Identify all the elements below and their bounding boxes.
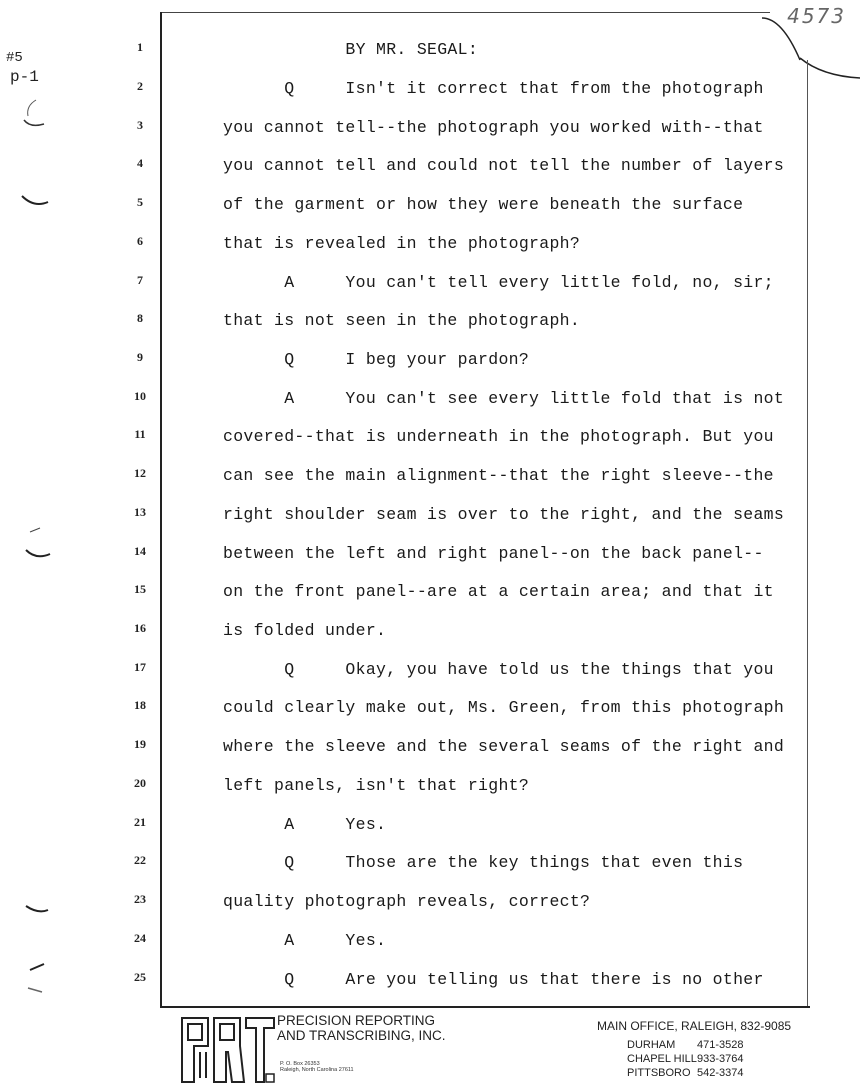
firm-name-line2: AND TRANSCRIBING, INC. [277, 1028, 446, 1043]
line-number: 6 [137, 234, 143, 248]
firm-address [280, 1061, 354, 1073]
line-number: 15 [134, 582, 146, 596]
transcript-line: covered--that is underneath in the photograph. But you [223, 427, 774, 446]
line-number: 19 [134, 737, 146, 751]
transcript-line: could clearly make out, Ms. Green, from this photograph [223, 698, 785, 717]
line-number: 5 [137, 195, 143, 209]
line-number: 13 [134, 505, 146, 519]
office-phone: 933-3764 [697, 1053, 744, 1065]
line-number: 21 [134, 815, 146, 829]
transcript-line: Q Are you telling us that there is no other [223, 970, 764, 989]
firm-address-line1: P. O. Box 26353 [280, 1061, 320, 1067]
firm-address-line2: Raleigh, North Carolina 27611 [280, 1067, 354, 1073]
office-row [627, 1053, 744, 1065]
line-number: 17 [134, 660, 146, 674]
office-row [627, 1039, 744, 1051]
office-city: CHAPEL HILL [627, 1053, 697, 1065]
line-number: 4 [137, 156, 143, 170]
transcript-line: that is not seen in the photograph. [223, 311, 581, 330]
firm-name [277, 1013, 446, 1043]
transcript-line: right shoulder seam is over to the right, and the seams [223, 505, 785, 524]
margin-note-exhibit: #5 [6, 50, 23, 66]
office-row [627, 1067, 744, 1079]
frame-left-line [160, 12, 162, 1007]
transcript-line: you cannot tell and could not tell the number of layers [223, 156, 785, 175]
line-number: 10 [134, 389, 146, 403]
line-number: 9 [137, 350, 143, 364]
line-number: 18 [134, 698, 146, 712]
page-footer [0, 1010, 860, 1088]
transcript-line: A Yes. [223, 931, 387, 950]
transcript-line: A Yes. [223, 815, 387, 834]
line-number: 8 [137, 311, 143, 325]
main-office: MAIN OFFICE, RALEIGH, 832-9085 [597, 1019, 792, 1033]
frame-top-line [160, 12, 770, 13]
prt-logo-icon [178, 1012, 278, 1086]
transcript-line: of the garment or how they were beneath the surface [223, 195, 744, 214]
frame-right-line [807, 60, 808, 1006]
transcript-line: on the front panel--are at a certain area; and that it [223, 582, 774, 601]
office-city: PITTSBORO [627, 1067, 691, 1079]
line-number: 1 [137, 40, 143, 54]
transcript-line: that is revealed in the photograph? [223, 234, 581, 253]
transcript-line: is folded under. [223, 621, 387, 640]
transcript-line: Q Isn't it correct that from the photograph [223, 79, 764, 98]
transcript-line: can see the main alignment--that the right sleeve--the [223, 466, 774, 485]
margin-pen-marks [0, 80, 80, 1000]
line-number: 2 [137, 79, 143, 93]
transcript-line: you cannot tell--the photograph you worked with--that [223, 118, 764, 137]
transcript-line: Q Those are the key things that even this [223, 853, 744, 872]
line-number: 14 [134, 544, 146, 558]
office-phone: 471-3528 [697, 1039, 744, 1051]
firm-name-line1: PRECISION REPORTING [277, 1013, 436, 1028]
transcript-line: A You can't tell every little fold, no, sir; [223, 273, 774, 292]
line-number: 22 [134, 853, 146, 867]
line-number: 3 [137, 118, 143, 132]
transcript-line: BY MR. SEGAL: [223, 40, 479, 59]
line-number: 7 [137, 273, 143, 287]
office-phone: 542-3374 [697, 1067, 744, 1079]
transcript-line: A You can't see every little fold that is not [223, 389, 785, 408]
transcript-line: Q I beg your pardon? [223, 350, 530, 369]
line-number: 25 [134, 970, 146, 984]
transcript-line: left panels, isn't that right? [223, 776, 530, 795]
line-number: 16 [134, 621, 146, 635]
transcript-line: quality photograph reveals, correct? [223, 892, 591, 911]
line-number: 11 [134, 427, 146, 441]
line-number: 24 [134, 931, 146, 945]
transcript-line: between the left and right panel--on the back panel-- [223, 544, 764, 563]
transcript-line: where the sleeve and the several seams of the right and [223, 737, 785, 756]
office-city: DURHAM [627, 1039, 676, 1051]
handwritten-page-number: 4573 [787, 4, 846, 28]
line-number: 20 [134, 776, 146, 790]
transcript-line: Q Okay, you have told us the things that you [223, 660, 774, 679]
line-number: 12 [134, 466, 146, 480]
margin-note-page: p-1 [10, 68, 39, 86]
line-number: 23 [134, 892, 146, 906]
transcript-body [223, 38, 803, 1008]
